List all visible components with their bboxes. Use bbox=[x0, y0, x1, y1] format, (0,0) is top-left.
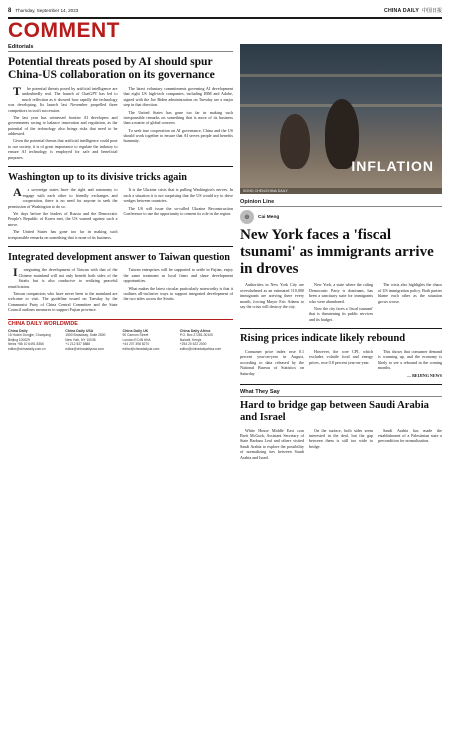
contact-line: Nairobi, Kenya bbox=[179, 337, 202, 342]
contact-line: P.O. Box 27281-00100 bbox=[179, 333, 213, 338]
prices-para: Consumer price index rose 0.1 percent year-on-year in August, according to data released by the National Bureau of Statistics on Saturday. bbox=[240, 348, 304, 376]
brand-name-cn: 中国日报 bbox=[421, 8, 442, 14]
mid-para: It is the Ukraine crisis that is pulling Washington's nerves. In such a situation it is not surprising that the US would try to drive wedges between countries. bbox=[123, 187, 233, 204]
contact-block bbox=[8, 329, 61, 352]
top-bar bbox=[8, 6, 442, 15]
lead-para: Given the potential threats that artificial intelligence could pose to our society, it is of great importance to regulate the industry to ensure AI technology is employed for safe and beneficial purposes. bbox=[8, 138, 118, 160]
prices-para: This shows that consumer demand is warming up, and the economy is likely to see a rebound in the coming months. bbox=[378, 348, 442, 371]
mid-article-body bbox=[8, 187, 233, 242]
worldwide-contacts bbox=[8, 319, 233, 352]
prices-headline[interactable]: Rising prices indicate likely rebound bbox=[240, 333, 406, 345]
contact-line: 90 Cannon Street bbox=[122, 333, 149, 338]
section-title: COMMENT bbox=[8, 19, 120, 42]
contact-head: China Daily bbox=[8, 328, 28, 333]
opinion-para: Now the city faces a 'fiscal tsunami' that is threatening its public services and its budget. bbox=[309, 305, 373, 322]
author-name: Cai Meng bbox=[258, 214, 280, 220]
opinion-headline[interactable]: New York faces a 'fiscal tsunami' as immigrants arrive in droves bbox=[240, 227, 434, 277]
lead-para: The United States has gone too far in making such irresponsible remarks on something that is more of its business than a matter of global concern. bbox=[123, 109, 233, 126]
divider bbox=[240, 328, 442, 329]
saudi-headline[interactable]: Hard to bridge gap between Saudi Arabia and Israel bbox=[240, 399, 429, 423]
contact-block bbox=[123, 329, 176, 352]
prices-body bbox=[240, 349, 442, 380]
contact-line: London EC4N 6HA bbox=[122, 337, 151, 342]
opinion-line-tag: Opinion Line bbox=[240, 199, 442, 207]
saudi-para: White House Middle East czar Brett McGurk, Assistant Secretary of State Barbara Leaf and others visited Saudi Arabia to explore the possibility of normalizing ties between Saudi Arabia and Israel. bbox=[240, 427, 304, 460]
contact-email[interactable]: editor@chinadailyuk.com bbox=[122, 346, 160, 351]
contact-line: +1 212 537 8888 bbox=[65, 342, 91, 347]
figure-silhouette bbox=[280, 114, 310, 169]
contact-line: 1500 Broadway, Suite 2800 bbox=[65, 333, 106, 338]
opinion-para: The crisis also highlights the chaos of US immigration policy. Both parties blame each other as the situation grows worse. bbox=[378, 282, 442, 304]
divider bbox=[8, 166, 233, 167]
lead-para: The potential threats posed by artificial intelligence are undoubtedly real. The launch of ChatGPT has led to much reflection as it showed how rapidly the technology was developing. Its launch last November propelled three competitors in swift succession. bbox=[8, 83, 118, 113]
contact-head: China Daily UK bbox=[122, 328, 149, 333]
contact-line: +254 20 522 2000 bbox=[179, 342, 207, 347]
lower-para: Taiwan enterprises will be supported to settle in Fujian, enjoy the same treatment as local firms and share development opportunities. bbox=[123, 267, 233, 284]
contact-line: News +86 10 6491 8366 bbox=[8, 342, 44, 347]
masthead bbox=[8, 17, 442, 41]
mid-para: Yet days before the leaders of Russia and the Democratic People's Republic of Korea met, the US warned against such a move. bbox=[8, 211, 118, 227]
brand-name: CHINA DAILY bbox=[384, 7, 419, 14]
issue-date: Thursday, September 14, 2023 bbox=[15, 8, 79, 13]
lower-para: Integrating the development of Taiwan with that of the Chinese mainland will not only benefit both sides of the Straits but is also conducive to realizing peaceful reunification. bbox=[8, 265, 118, 289]
light-stripe bbox=[240, 74, 442, 77]
opinion-para: Authorities in New York City are overwhelmed as an estimated 110,000 immigrants are arriving there every month, forcing Mayor Eric Adams to say the crisis will destroy the city. bbox=[240, 282, 304, 309]
contact-line: New York, NY 10036 bbox=[65, 337, 96, 342]
saudi-para: Saudi Arabia has made the establishment of a Palestinian state a precondition for normalization. bbox=[378, 427, 442, 444]
contact-block bbox=[65, 329, 118, 352]
photo-credit: SONG CHEN/CHINA DAILY bbox=[240, 188, 442, 194]
author-avatar: ☻ bbox=[240, 210, 254, 224]
inflation-illustration bbox=[240, 44, 442, 194]
source-signature: — BEIJING NEWS bbox=[406, 372, 442, 378]
contact-line: 15 Huixin Dongjie, Chaoyang bbox=[8, 333, 51, 338]
contact-block bbox=[180, 329, 233, 352]
right-column bbox=[240, 44, 442, 462]
mid-para: The United States has gone too far in making such irresponsible remarks on something that is none of its business. bbox=[8, 229, 118, 240]
contact-head: China Daily USA bbox=[65, 328, 94, 333]
saudi-para: On the surface, both sides seem interested in the deal, but the gap between them is still too wide to bridge. bbox=[309, 427, 373, 449]
lower-para: What makes the latest circular particularly noteworthy is that it outlines all-inclusive ways to support integrated development of the two sides across the Straits. bbox=[123, 285, 233, 302]
left-column bbox=[8, 44, 233, 351]
brand-block bbox=[384, 7, 442, 14]
worldwide-title: CHINA DAILY WORLDWIDE bbox=[8, 320, 78, 327]
contact-head: China Daily Africa bbox=[179, 328, 211, 333]
prices-para: However, the core CPI, which excludes volatile food and energy prices, rose 0.8 percent year-on-year. bbox=[309, 348, 373, 365]
contact-email[interactable]: editor@chinadaily.com.cn bbox=[8, 346, 46, 351]
mid-headline[interactable]: Washington up to its divisive tricks again bbox=[8, 172, 187, 184]
editorials-tag: Editorials bbox=[8, 44, 233, 52]
contact-email[interactable]: editor@chinadailyusa.com bbox=[65, 346, 104, 351]
opinion-para: New York, a state where the ruling Democratic Party is dominant, has been a sanctuary state for immigrants who were abandoned. bbox=[309, 282, 373, 304]
inflation-label: INFLATION bbox=[351, 158, 434, 174]
lower-headline[interactable]: Integrated development answer to Taiwan question bbox=[8, 251, 230, 263]
byline bbox=[240, 210, 442, 224]
what-they-say-tag: What They Say bbox=[240, 389, 442, 397]
contact-line: +44 207 398 8270 bbox=[122, 342, 150, 347]
lead-headline[interactable]: Potential threats posed by AI should spur China-US collaboration on its governance bbox=[8, 55, 215, 81]
mid-para: As sovereign states have the right and autonomy to engage with each other to friendly exchanges and cooperation, there is no need for anyone to seek the permission of Washington to do so. bbox=[8, 185, 118, 209]
mid-para: The US will issue the so-called Ukraine Reconstruction Conference to use the opportunity to cement its role in the region. bbox=[123, 205, 233, 217]
opinion-body bbox=[240, 282, 442, 324]
lead-para: The latest voluntary commitments governing AI development that eight US high-tech companies, including IBM and Adobe, signed with the Joe Biden administration on Tuesday are a major step in that direction. bbox=[123, 85, 233, 108]
lower-para: Taiwan compatriots who have never been to the mainland are welcome to visit. The guideline issued on Tuesday by the Communist Party of China Central Committee and the State Council outlines measures to support Fujian province. bbox=[8, 290, 118, 313]
lead-para: The last year has witnessed frontier AI developers and governments racing to balance innovation and regulation, as the potential of the technology also brings risks that need to be addressed. bbox=[8, 114, 118, 137]
contact-email[interactable]: editor@chinadailyafrica.com bbox=[179, 346, 222, 351]
lower-article-body bbox=[8, 267, 233, 314]
divider bbox=[240, 384, 442, 385]
page-info bbox=[8, 8, 78, 14]
contact-line: Beijing 100029 bbox=[8, 337, 30, 342]
lead-article-body bbox=[8, 83, 233, 162]
divider bbox=[8, 246, 233, 247]
lead-para: To seek true cooperation on AI governance, China and the US should work together to ensure that AI serves people and benefits humanity. bbox=[123, 127, 233, 144]
contacts-grid bbox=[8, 329, 233, 352]
saudi-body bbox=[240, 428, 442, 462]
page-number: 8 bbox=[8, 7, 12, 14]
